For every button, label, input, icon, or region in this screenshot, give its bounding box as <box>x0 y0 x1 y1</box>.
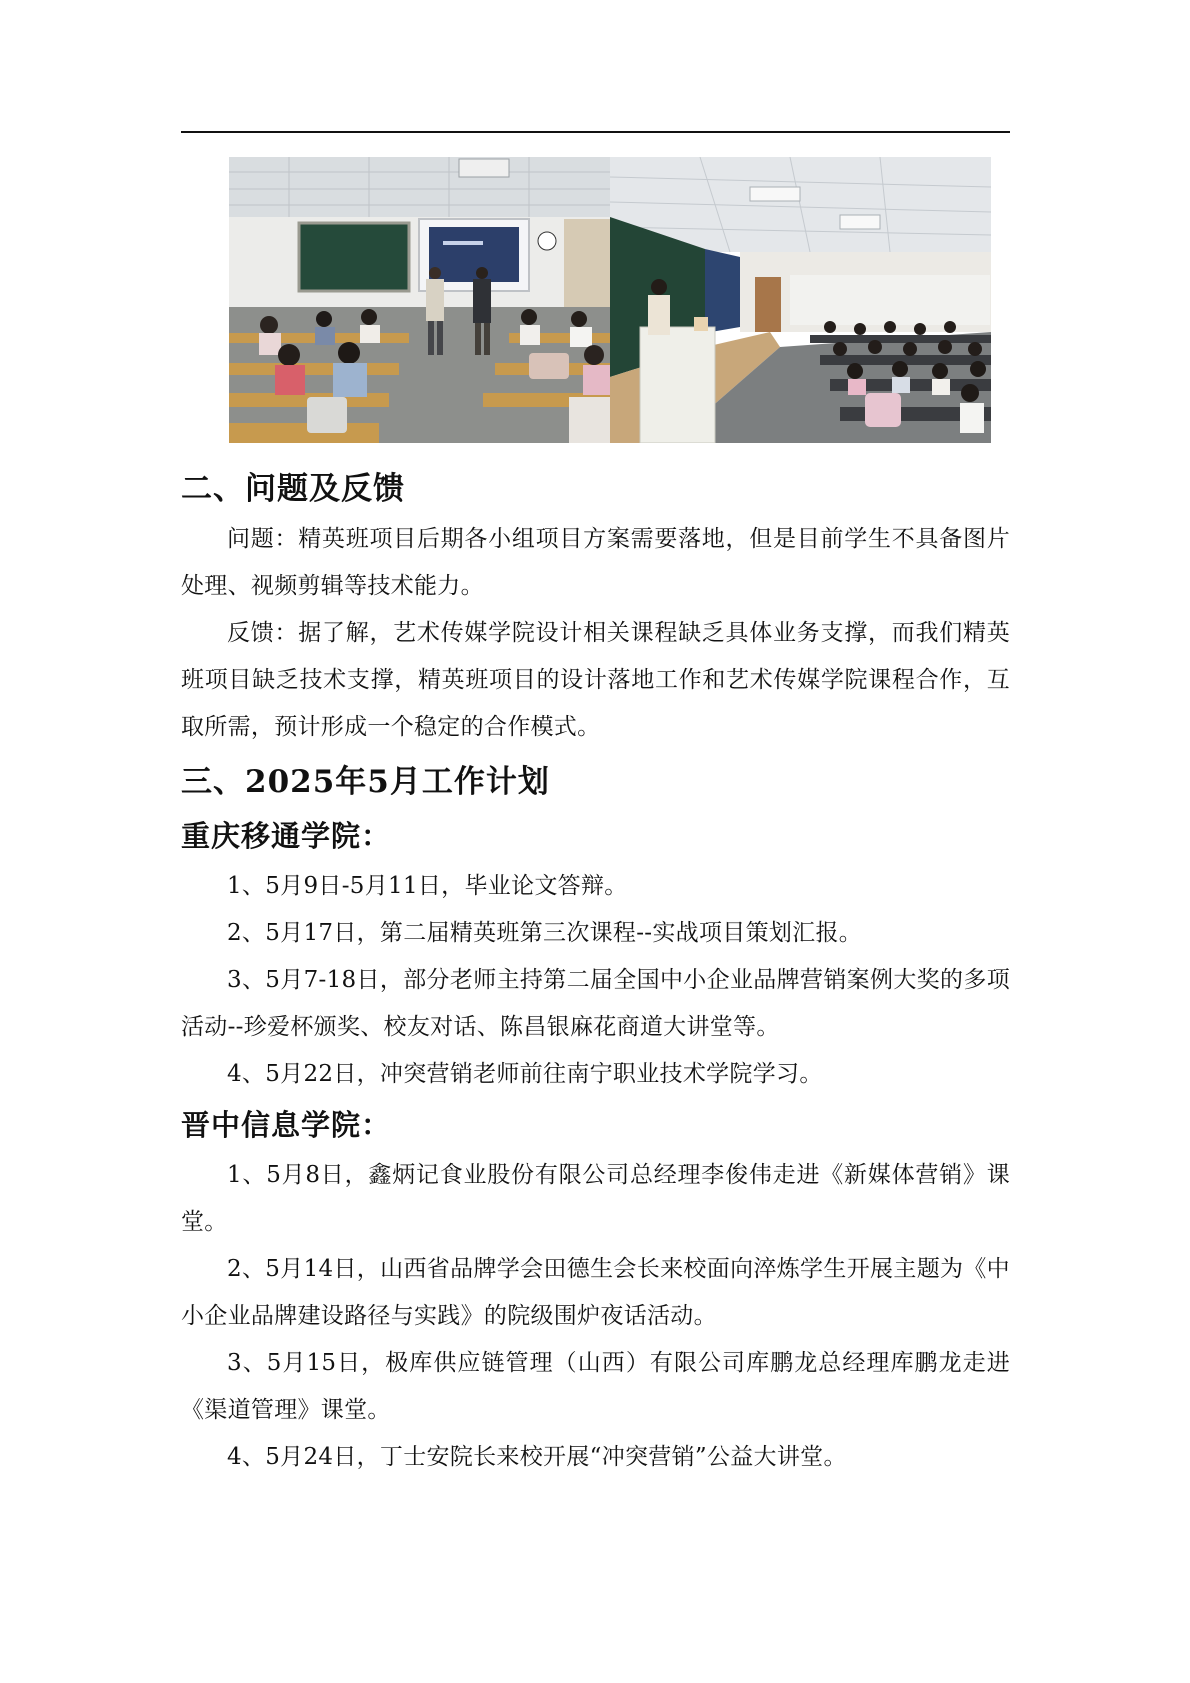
plan-item: 2、5月14日，山西省品牌学会田德生会长来校面向淬炼学生开展主题为《中小企业品牌建设路径与实践》的院级围炉夜话活动。 <box>181 1256 1010 1329</box>
plan-item: 4、5月22日，冲突营销老师前往南宁职业技术学院学习。 <box>227 1061 823 1087</box>
header-rule <box>181 131 1010 133</box>
classroom-photo-right <box>610 157 991 443</box>
problem-paragraph: 问题：精英班项目后期各小组项目方案需要落地，但是目前学生不具备图片处理、视频剪辑等技术能力。 <box>181 526 1010 599</box>
plan-item: 1、5月8日，鑫炳记食业股份有限公司总经理李俊伟走进《新媒体营销》课堂。 <box>181 1162 1010 1235</box>
plan-item: 3、5月15日，极库供应链管理（山西）有限公司库鹏龙总经理库鹏龙走进《渠道管理》课堂。 <box>181 1350 1010 1423</box>
photo-strip <box>229 157 991 443</box>
document-body <box>181 462 1010 1481</box>
plan-item: 4、5月24日，丁士安院长来校开展“冲突营销”公益大讲堂。 <box>227 1444 847 1470</box>
school-heading-chongqing: 重庆移通学院： <box>181 819 392 853</box>
section-heading-problems: 二、问题及反馈 <box>181 471 405 507</box>
plan-item: 2、5月17日，第二届精英班第三次课程--实战项目策划汇报。 <box>227 920 863 946</box>
section-heading-plan: 三、2025年5月工作计划 <box>181 764 550 800</box>
classroom-photo-left <box>229 157 610 443</box>
feedback-paragraph: 反馈：据了解，艺术传媒学院设计相关课程缺乏具体业务支撑，而我们精英班项目缺乏技术支撑，精英班项目的设计落地工作和艺术传媒学院课程合作，互取所需，预计形成一个稳定的合作模式。 <box>181 620 1010 740</box>
plan-item: 3、5月7-18日，部分老师主持第二届全国中小企业品牌营销案例大奖的多项活动--珍爱杯颁奖、校友对话、陈昌银麻花商道大讲堂等。 <box>181 967 1010 1040</box>
school-heading-jinzhong: 晋中信息学院： <box>181 1108 392 1142</box>
plan-item: 1、5月9日-5月11日，毕业论文答辩。 <box>227 873 628 899</box>
